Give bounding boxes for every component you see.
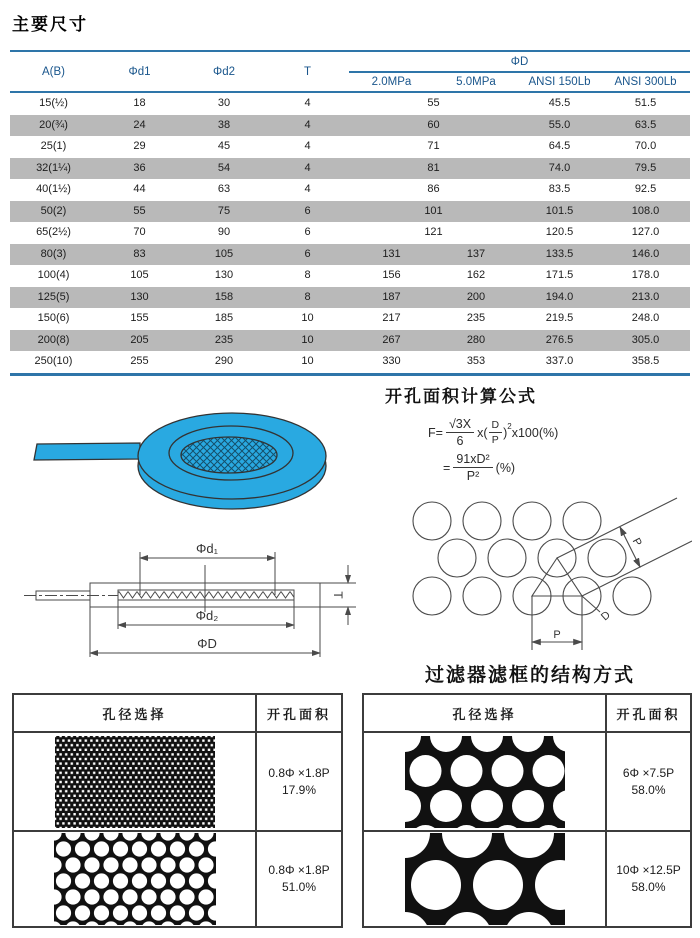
- cell-d1: 70: [133, 226, 146, 238]
- cell-d2: 38: [182, 115, 266, 137]
- cell-mpa_5_0: 162: [466, 269, 486, 281]
- subcol-header-ansi150: ANSI 150Lb: [528, 76, 591, 88]
- cell-t: 4: [266, 115, 349, 137]
- dimension-table: [10, 50, 690, 376]
- cell-mpa_5_0: 235: [466, 312, 486, 324]
- cell-ansi_150: 171.5: [545, 269, 574, 281]
- col-header-ab: A(B): [42, 65, 65, 78]
- table-row: [10, 308, 690, 330]
- cell-ansi_150: 83.5: [548, 183, 571, 195]
- cell-a_b: 80(3): [10, 244, 97, 266]
- hole-spec: 0.8Φ ×1.8P: [268, 765, 330, 780]
- hole-lattice: [413, 498, 692, 650]
- cell-a_b: 40(1½): [36, 183, 71, 195]
- label-p-bottom: P: [553, 629, 561, 641]
- cell-t: 6: [266, 244, 349, 266]
- cell-d1: 255: [130, 355, 149, 367]
- perforation-swatch-fine-dots: [55, 736, 215, 828]
- pattern-cell-large-circles: [364, 733, 607, 832]
- open-area-percent: 58.0%: [631, 782, 666, 797]
- dimension-table-grid: [10, 50, 690, 376]
- cell-mpa_2_0: 71: [427, 140, 440, 152]
- cell-a_b: 100(4): [37, 269, 70, 281]
- cell-ansi_150: 194.0: [518, 287, 601, 309]
- formula-close-paren: ): [503, 425, 508, 440]
- cell-t: 6: [266, 201, 349, 223]
- cell-ansi_300: 248.0: [631, 312, 660, 324]
- cell-mpa_5_0: 353: [466, 355, 486, 367]
- cell-mpa_2_0: 86: [427, 183, 440, 195]
- cell-d1: 36: [97, 158, 182, 180]
- cell-d1: 18: [133, 97, 146, 109]
- cell-ansi_150: 219.5: [545, 312, 574, 324]
- cell-d1: 55: [97, 201, 182, 223]
- formula-exponent: 2: [507, 422, 512, 431]
- cell-mpa_2_0: 101: [349, 201, 518, 223]
- cell-d2: 105: [182, 244, 266, 266]
- cell-d2: 63: [217, 183, 231, 195]
- cell-ansi_300: 70.0: [634, 140, 657, 152]
- col-header-t: T: [303, 65, 312, 78]
- cell-ansi_150: 101.5: [518, 201, 601, 223]
- cell-mpa_5_0: 137: [434, 244, 518, 266]
- formula-title: 开孔面积计算公式: [385, 387, 537, 406]
- cell-mpa_2_0: 267: [349, 330, 434, 352]
- structure-caption: 过滤器滤框的结构方式: [424, 665, 635, 686]
- cell-ansi_300: 146.0: [601, 244, 690, 266]
- strainer-handle: [34, 443, 140, 460]
- cell-a_b: 32(1¼): [10, 158, 97, 180]
- cell-ansi_300: 63.5: [601, 115, 690, 137]
- label-p-diagonal: P: [629, 536, 644, 549]
- cell-ansi_300: 79.5: [601, 158, 690, 180]
- cell-d1: 105: [130, 269, 149, 281]
- formula-line-1: [428, 417, 685, 448]
- formula-line2-tail: (%): [495, 460, 516, 475]
- cell-t: 10: [266, 330, 349, 352]
- cell-mpa_5_0: 200: [434, 287, 518, 309]
- cell-ansi_300: 127.0: [631, 226, 660, 238]
- formula-block: [385, 382, 685, 483]
- cell-mpa_2_0: 156: [382, 269, 401, 281]
- open-area-percent: 58.0%: [631, 880, 666, 894]
- perforation-swatch-xlarge-circles: [405, 833, 565, 925]
- cell-ansi_150: 133.5: [518, 244, 601, 266]
- cell-d2: 158: [182, 287, 266, 309]
- header-open-area: 开孔面积: [257, 695, 341, 733]
- cell-a_b: 65(2½): [36, 226, 71, 238]
- value-cell: [607, 733, 690, 832]
- col-header-phid: ΦD: [349, 51, 690, 72]
- cell-d2: 45: [217, 140, 231, 152]
- cell-a_b: 200(8): [10, 330, 97, 352]
- col-header-d2: Φd2: [213, 65, 235, 78]
- table-row: [10, 136, 690, 158]
- formula-mid: x(: [477, 425, 488, 440]
- subcol-header-20mpa: 2.0MPa: [371, 76, 412, 88]
- formula-eq: =: [443, 460, 451, 475]
- cell-ansi_150: 276.5: [518, 330, 601, 352]
- subcol-header-50mpa: 5.0MPa: [456, 76, 496, 88]
- cell-d1: 130: [97, 287, 182, 309]
- table-row: [10, 287, 690, 309]
- perforation-table-left: [12, 693, 343, 928]
- cell-t: 4: [266, 158, 349, 180]
- pattern-cell-medium-circles: [14, 832, 257, 926]
- cell-mpa_2_0: 187: [349, 287, 434, 309]
- table-row: [10, 265, 690, 287]
- label-D: ΦD: [197, 636, 217, 651]
- header-hole-selection: 孔径选择: [14, 695, 257, 733]
- pattern-cell-fine-dots: [14, 733, 257, 832]
- disc-mesh: [181, 437, 277, 473]
- strainer-illustration: [25, 402, 345, 517]
- cell-t: 4: [304, 140, 311, 152]
- table-row: [10, 201, 690, 223]
- hole-structure-drawing: [392, 490, 692, 660]
- open-area-percent: 51.0%: [281, 880, 317, 894]
- table-row: [10, 244, 690, 266]
- mesh-strip: [118, 590, 294, 600]
- dimension-table-header: [10, 51, 690, 92]
- cell-mpa_2_0: 330: [382, 355, 401, 367]
- perforation-table-right: [362, 693, 692, 928]
- table-row: [10, 115, 690, 137]
- subcol-header-ansi300: ANSI 300Lb: [614, 76, 677, 88]
- cell-t: 8: [304, 269, 311, 281]
- header-open-area: 开孔面积: [607, 695, 690, 733]
- cell-mpa_2_0: 121: [424, 226, 443, 238]
- cell-d1: 205: [97, 330, 182, 352]
- cell-d1: 29: [133, 140, 146, 152]
- cell-ansi_300: 178.0: [631, 269, 660, 281]
- fraction-sqrt3x-6: $\frac{√3X}{6}$: [446, 417, 474, 448]
- cell-d2: 290: [214, 355, 234, 367]
- cell-d2: 235: [182, 330, 266, 352]
- cell-a_b: 250(10): [34, 355, 73, 367]
- open-area-percent: 17.9%: [281, 782, 317, 797]
- cell-ansi_150: 120.5: [545, 226, 574, 238]
- table-row: [10, 222, 690, 244]
- cell-d2: 54: [182, 158, 266, 180]
- hole-spec: 0.8Φ ×1.8P: [268, 863, 330, 877]
- cell-mpa_2_0: 217: [382, 312, 401, 324]
- fraction-d-p: $\frac{D}{P}$: [489, 419, 503, 446]
- cell-t: 6: [304, 226, 311, 238]
- formula-lhs: F=: [428, 425, 443, 440]
- cell-ansi_300: 305.0: [601, 330, 690, 352]
- fraction-91d2-p2: $\frac{\text{91xD²}}{\text{P²}}$: [453, 452, 492, 483]
- cell-a_b: 15(½): [39, 97, 68, 109]
- dimension-table-body: [10, 92, 690, 374]
- cell-d1: 24: [97, 115, 182, 137]
- page-title: 主要尺寸: [12, 15, 88, 34]
- pattern-cell-xlarge-circles: [364, 832, 607, 926]
- formula-tail: x100(%): [511, 425, 559, 440]
- cell-d1: 44: [133, 183, 146, 195]
- cell-ansi_150: 45.5: [548, 97, 571, 109]
- cell-t: 8: [266, 287, 349, 309]
- cell-ansi_150: 55.0: [518, 115, 601, 137]
- cell-ansi_150: 64.5: [548, 140, 571, 152]
- cell-ansi_300: 108.0: [601, 201, 690, 223]
- cell-a_b: 125(5): [10, 287, 97, 309]
- cell-t: 4: [304, 183, 311, 195]
- cell-ansi_300: 51.5: [634, 97, 657, 109]
- cross-section-drawing: [20, 520, 365, 665]
- hole-spec: 10Φ ×12.5P: [616, 863, 681, 877]
- cell-ansi_150: 337.0: [545, 355, 574, 367]
- formula-line-2: [443, 452, 685, 483]
- cell-d2: 75: [182, 201, 266, 223]
- cell-d2: 90: [217, 226, 231, 238]
- perforation-swatch-medium-circles: [54, 833, 216, 925]
- table-row: [10, 330, 690, 352]
- header-hole-selection: 孔径选择: [364, 695, 607, 733]
- perforation-swatch-large-circles: [405, 736, 565, 828]
- table-row: [10, 158, 690, 180]
- table-row: [10, 92, 690, 115]
- cell-t: 4: [304, 97, 311, 109]
- cell-a_b: 20(¾): [10, 115, 97, 137]
- cell-d2: 30: [217, 97, 231, 109]
- cell-ansi_150: 74.0: [518, 158, 601, 180]
- cell-d2: 130: [214, 269, 234, 281]
- label-d-hole: D: [598, 608, 613, 624]
- strainer-drawing: [34, 413, 326, 509]
- cell-t: 10: [301, 355, 314, 367]
- table-row: [10, 179, 690, 201]
- cell-a_b: 25(1): [40, 140, 67, 152]
- label-T: T: [331, 591, 345, 599]
- cell-a_b: 150(6): [37, 312, 70, 324]
- label-d2: Φd₂: [195, 608, 219, 623]
- cell-t: 10: [301, 312, 314, 324]
- value-cell: [607, 832, 690, 926]
- cell-mpa_5_0: 280: [434, 330, 518, 352]
- cell-ansi_300: 92.5: [634, 183, 657, 195]
- col-header-d1: Φd1: [128, 65, 151, 78]
- label-d1: Φd₁: [196, 541, 218, 556]
- value-cell: [257, 832, 341, 926]
- cell-mpa_2_0: 131: [349, 244, 434, 266]
- cell-d1: 83: [97, 244, 182, 266]
- table-row: [10, 351, 690, 374]
- cell-ansi_300: 213.0: [601, 287, 690, 309]
- value-cell: [257, 733, 341, 832]
- cell-a_b: 50(2): [10, 201, 97, 223]
- cell-mpa_2_0: 60: [349, 115, 518, 137]
- cell-mpa_2_0: 55: [427, 97, 440, 109]
- cell-d1: 155: [130, 312, 149, 324]
- cell-ansi_300: 358.5: [631, 355, 660, 367]
- cell-mpa_2_0: 81: [349, 158, 518, 180]
- cell-d2: 185: [214, 312, 234, 324]
- hole-spec: 6Φ ×7.5P: [622, 765, 675, 780]
